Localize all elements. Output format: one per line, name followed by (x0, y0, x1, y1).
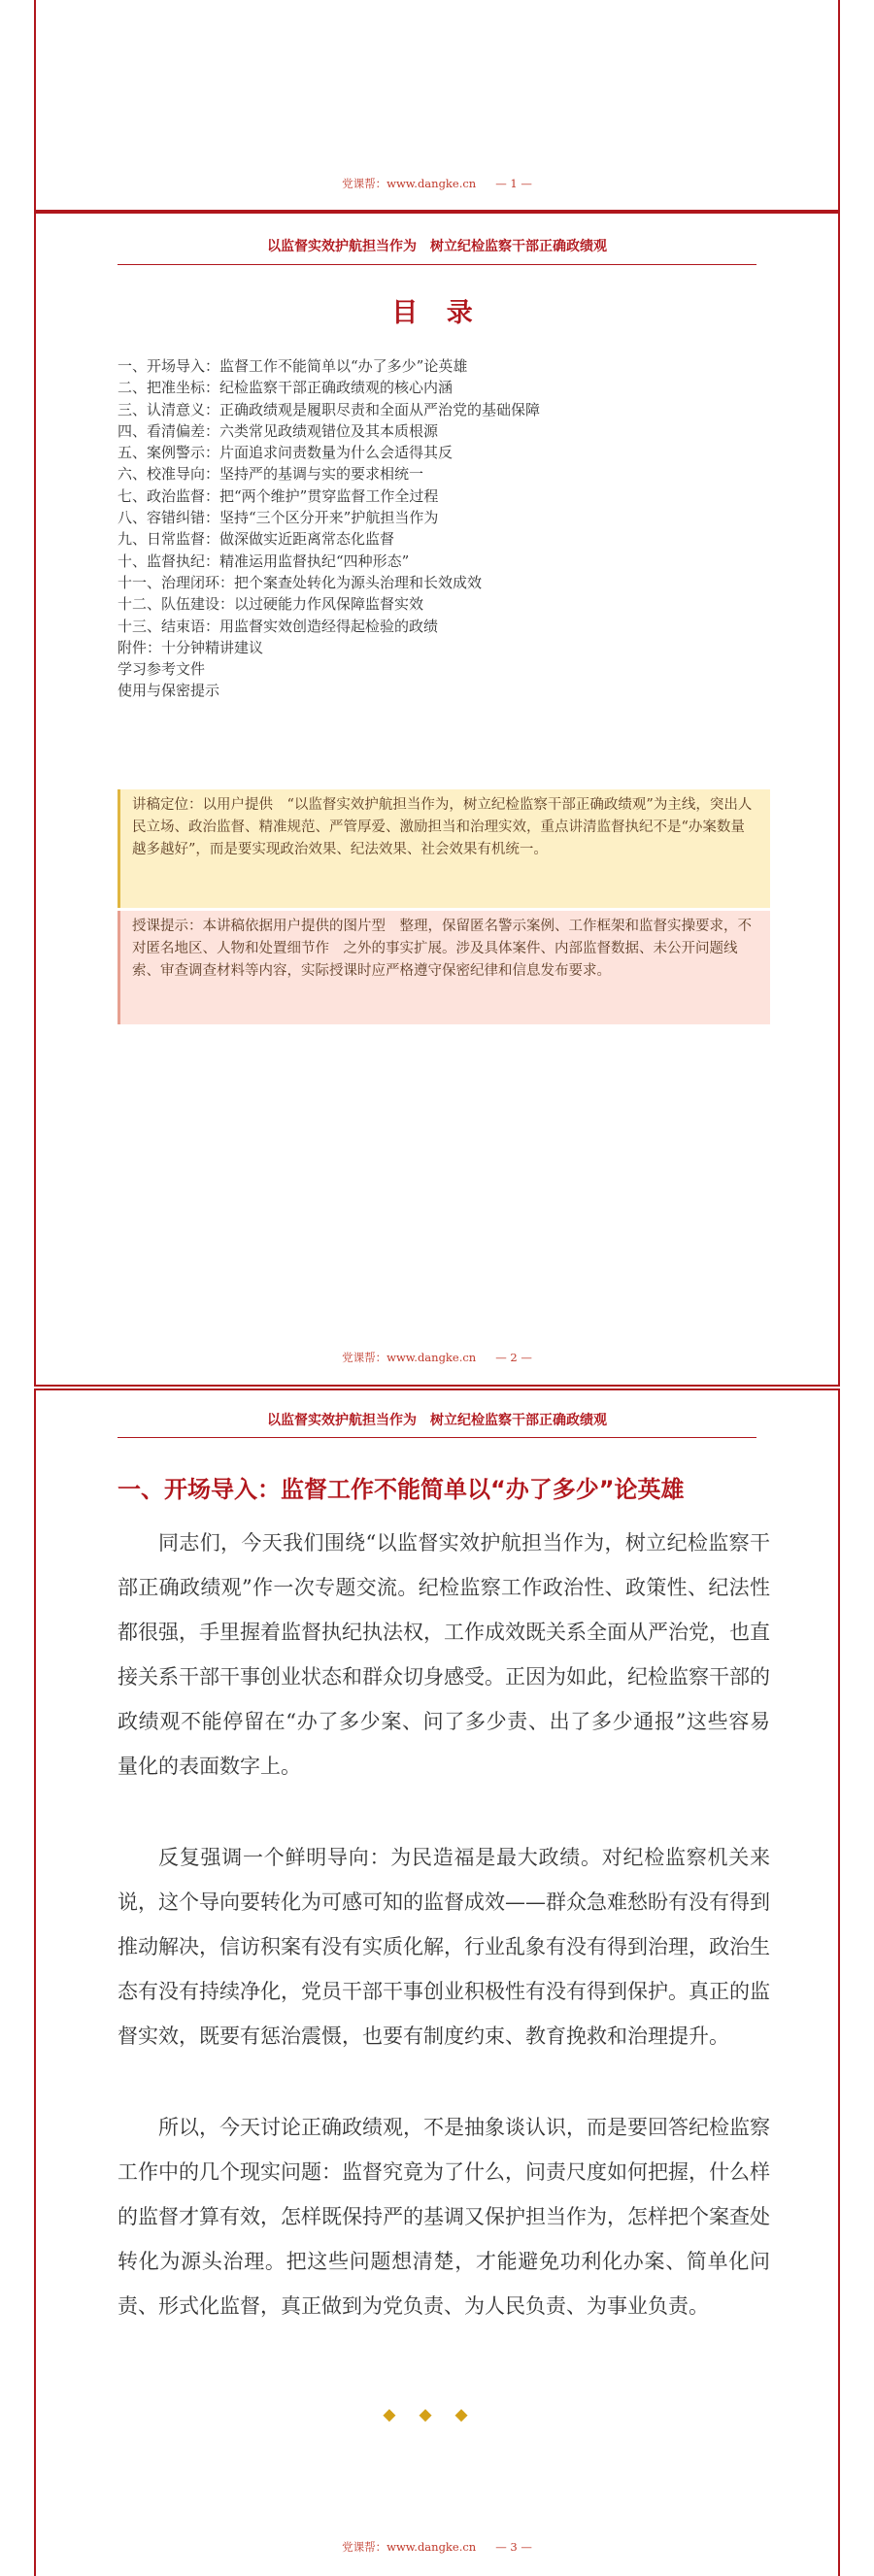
footer-page-number: — 1 — (495, 177, 532, 190)
toc-item[interactable]: 学习参考文件 (118, 660, 206, 679)
footer-site: 党课帮：www.dangke.cn (342, 1351, 477, 1364)
running-header: 以监督实效护航担当作为 树立纪检监察干部正确政绩观 (267, 1413, 607, 1428)
toc-item[interactable]: 八、容错纠错：坚持“三个区分开来”护航担当作为 (118, 509, 439, 527)
toc-item[interactable]: 九、日常监督：做深做实近距离常态化监督 (118, 530, 395, 549)
page-footer (36, 1350, 838, 1365)
toc-item[interactable]: 十一、治理闭环：把个案查处转化为源头治理和长效成效 (118, 573, 483, 591)
section-heading: 一、开场导入：监督工作不能简单以“办了多少”论英雄 (118, 1476, 685, 1503)
body-paragraph: 所以，今天讨论正确政绩观，不是抽象谈认识，而是要回答纪检监察工作中的几个现实问题：监督究竟为了什么，问责尺度如何把握，什么样的监督才算有效，怎样既保持严的基调又保护担当作为，怎样把个案查处转化为源头治理。把这些问题想清楚，才能避免功利化办案、简单化问责、形式化监督，真正做到为党负责、为人民负责、为事业负责。 (118, 2116, 770, 2318)
running-header: 以监督实效护航担当作为 树立纪检监察干部正确政绩观 (267, 239, 607, 254)
toc-title: 目 录 (391, 298, 483, 328)
header-rule (118, 264, 756, 265)
toc-item[interactable]: 附件：十分钟精讲建议 (118, 638, 264, 656)
toc-item[interactable]: 六、校准导向：坚持严的基调与实的要求相统一 (118, 465, 424, 484)
toc-item[interactable]: 十、监督执纪：精准运用监督执纪“四种形态” (118, 552, 410, 570)
toc-item[interactable]: 三、认清意义：正确政绩观是履职尽责和全面从严治党的基础保障 (118, 400, 541, 418)
header-rule (118, 1437, 756, 1438)
toc-item[interactable]: 十二、队伍建设：以过硬能力作风保障监督实效 (118, 595, 424, 614)
toc-item[interactable]: 七、政治监督：把“两个维护”贯穿监督工作全过程 (118, 486, 439, 505)
toc-item[interactable]: 五、案例警示：片面追求问责数量为什么会适得其反 (118, 444, 454, 462)
toc-list (118, 355, 778, 702)
teaching-tip-note: 授课提示：本讲稿依据用户提供的图片型 整理，保留匿名警示案例、工作框架和监督实操要求，不对匿名地区、人物和处置细节作 之外的事实扩展。涉及具体案件、内部监督数据、未公开问题线索、审查调查材料等内容，实际授课时应严格遵守保密纪律和信息发布要求。 (118, 911, 770, 1024)
section-divider: ◆◆◆ (383, 2405, 491, 2425)
page-footer (36, 176, 838, 191)
page-2 (34, 212, 840, 1387)
footer-page-number: — 2 — (495, 1351, 532, 1364)
body-paragraph: 反复强调一个鲜明导向：为民造福是最大政绩。对纪检监察机关来说，这个导向要转化为可感可知的监督成效——群众急难愁盼有没有得到推动解决，信访积案有没有实质化解，行业乱象有没有得到治理，政治生态有没有持续净化，党员干部干事创业积极性有没有得到保护。真正的监督实效，既要有惩治震慑，也要有制度约束、教育挽救和治理提升。 (118, 1846, 770, 2048)
toc-item[interactable]: 二、把准坐标：纪检监察干部正确政绩观的核心内涵 (118, 379, 454, 397)
footer-site: 党课帮：www.dangke.cn (342, 177, 477, 190)
toc-item[interactable]: 十三、结束语：用监督实效创造经得起检验的政绩 (118, 617, 439, 635)
positioning-note: 讲稿定位：以用户提供 “以监督实效护航担当作为，树立纪检监察干部正确政绩观”为主线，突出人民立场、政治监督、精准规范、严管厚爱、激励担当和治理实效，重点讲清监督执纪不是“办案数量越多越好”，而是要实现政治效果、纪法效果、社会效果有机统一。 (118, 789, 770, 908)
toc-item[interactable]: 一、开场导入：监督工作不能简单以“办了多少”论英雄 (118, 357, 468, 375)
footer-site: 党课帮：www.dangke.cn (342, 2540, 477, 2554)
page-footer (36, 2539, 838, 2555)
toc-item[interactable]: 四、看清偏差：六类常见政绩观错位及其本质根源 (118, 421, 439, 440)
body-paragraph: 同志们，今天我们围绕“以监督实效护航担当作为，树立纪检监察干部正确政绩观”作一次专题交流。纪检监察工作政治性、政策性、纪法性都很强，手里握着监督执纪执法权，工作成效既关系全面从严治党，也直接关系干部干事创业状态和群众切身感受。正因为如此，纪检监察干部的政绩观不能停留在“办了多少案、问了多少责、出了多少通报”这些容易量化的表面数字上。 (118, 1531, 770, 1778)
footer-page-number: — 3 — (495, 2540, 532, 2554)
toc-item[interactable]: 使用与保密提示 (118, 682, 220, 700)
page-1 (34, 0, 840, 212)
page-3 (34, 1388, 840, 2576)
